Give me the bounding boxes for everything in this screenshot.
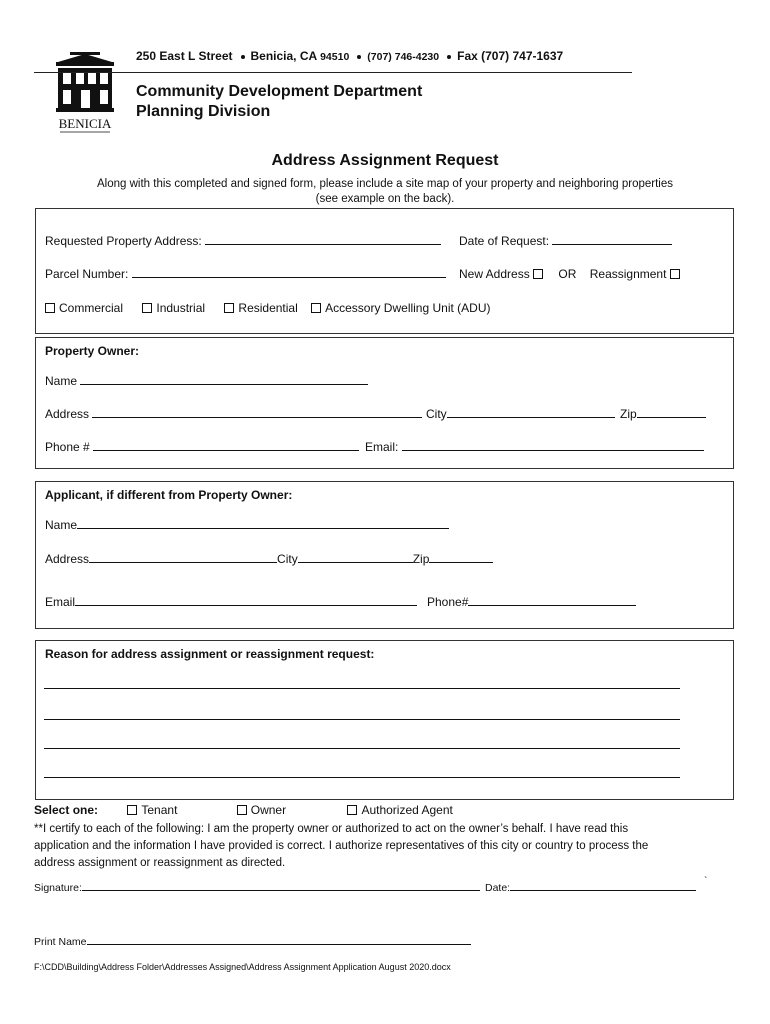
reason-line-4[interactable]	[44, 777, 680, 778]
address-type-choice	[459, 267, 684, 281]
tenant-label: Tenant	[141, 803, 178, 817]
commercial-label: Commercial	[59, 301, 124, 315]
department-name	[136, 82, 422, 122]
applicant-zip-label: Zip	[412, 552, 430, 566]
owner-phone-field[interactable]	[45, 440, 359, 454]
applicant-city-label: City	[277, 552, 298, 566]
property-type-row	[45, 301, 491, 315]
phone-number: (707) 746-4230	[367, 51, 440, 63]
applicant-email-field[interactable]	[45, 595, 417, 609]
applicant-phone-field[interactable]	[427, 595, 636, 609]
owner-city-field[interactable]	[426, 407, 615, 421]
date-of-request-field[interactable]	[459, 234, 672, 248]
parcel-number-field[interactable]	[45, 267, 446, 281]
signature-date-line[interactable]	[510, 880, 614, 891]
residential-label: Residential	[238, 301, 298, 315]
logo-text: BENICIA	[58, 116, 112, 131]
form-title: Address Assignment Request	[271, 152, 499, 169]
owner-zip-line[interactable]	[637, 407, 706, 418]
applicant-email-label: Email	[45, 595, 76, 609]
property-owner-heading: Property Owner:	[45, 344, 140, 358]
owner-checkbox[interactable]	[237, 805, 247, 815]
signature-label: Signature:	[34, 882, 82, 894]
city-state: Benicia, CA	[250, 49, 317, 63]
tenant-checkbox[interactable]	[127, 805, 137, 815]
signature-field[interactable]	[34, 880, 480, 894]
signature-date-line-2[interactable]	[614, 880, 696, 891]
authorized-agent-checkbox[interactable]	[347, 805, 357, 815]
owner-address-field[interactable]	[45, 407, 422, 421]
industrial-checkbox[interactable]	[142, 303, 152, 313]
date-of-request-line[interactable]	[552, 234, 672, 245]
zip-code: 94510	[320, 51, 350, 63]
applicant-email-line[interactable]	[75, 595, 417, 606]
adu-checkbox[interactable]	[311, 303, 321, 313]
or-label: OR	[558, 267, 577, 281]
reassignment-checkbox[interactable]	[670, 269, 680, 279]
owner-city-line[interactable]	[447, 407, 615, 418]
certify-line-1: **I certify to each of the following: I am the property owner or authorized to act on the owner’s behalf. I have read this	[34, 823, 629, 835]
intro-line-1: Along with this completed and signed form, please include a site map of your property and neighboring properties	[97, 178, 673, 190]
applicant-zip-line[interactable]	[429, 552, 493, 563]
requested-address-label: Requested Property Address:	[45, 234, 202, 248]
select-one-row	[34, 803, 453, 817]
department-line-2: Planning Division	[136, 103, 271, 120]
authorized-agent-label: Authorized Agent	[361, 803, 453, 817]
residential-checkbox[interactable]	[224, 303, 234, 313]
applicant-city-line[interactable]	[298, 552, 413, 563]
date-of-request-label: Date of Request:	[459, 234, 550, 248]
trailing-mark: `	[704, 876, 708, 887]
applicant-address-label: Address	[45, 552, 90, 566]
applicant-name-line[interactable]	[77, 518, 449, 529]
intro-line-2: (see example on the back).	[315, 193, 455, 205]
print-name-field[interactable]	[34, 934, 471, 948]
owner-email-field[interactable]	[365, 440, 704, 454]
applicant-address-field[interactable]	[45, 552, 493, 566]
signature-date-label: Date:	[485, 882, 511, 894]
reason-heading: Reason for address assignment or reassignment request:	[45, 647, 375, 661]
department-line-1: Community Development Department	[136, 83, 423, 100]
certification-text	[34, 821, 734, 872]
owner-address-line[interactable]	[92, 407, 422, 418]
owner-name-field[interactable]	[45, 374, 368, 388]
applicant-name-label: Name	[45, 518, 78, 532]
street-address: 250 East L Street	[136, 49, 233, 63]
select-one-label: Select one:	[34, 803, 99, 817]
applicant-address-line[interactable]	[89, 552, 277, 563]
reason-box	[35, 640, 734, 800]
signature-line[interactable]	[82, 880, 480, 891]
owner-name-line[interactable]	[80, 374, 368, 385]
reason-line-3[interactable]	[44, 748, 680, 749]
industrial-label: Industrial	[156, 301, 206, 315]
applicant-name-field[interactable]	[45, 518, 449, 532]
owner-zip-field[interactable]	[620, 407, 706, 421]
owner-email-line[interactable]	[402, 440, 704, 451]
reason-line-1[interactable]	[44, 688, 680, 689]
owner-phone-line[interactable]	[93, 440, 359, 451]
requested-address-line[interactable]	[205, 234, 441, 245]
contact-line	[136, 49, 563, 63]
reason-line-2[interactable]	[44, 719, 680, 720]
certify-line-3: address assignment or reassignment as directed.	[34, 857, 286, 869]
fax-number: Fax (707) 747-1637	[457, 49, 564, 63]
parcel-number-line[interactable]	[132, 267, 446, 278]
certify-line-2: application and the information I have provided is correct. I authorize representatives of this city or country to process the	[34, 840, 649, 852]
owner-zip-label: Zip	[620, 407, 637, 421]
new-address-label: New Address	[459, 267, 530, 281]
reassignment-label: Reassignment	[589, 267, 667, 281]
owner-name-label: Name	[45, 374, 78, 388]
applicant-phone-label: Phone#	[427, 595, 469, 609]
print-name-line[interactable]	[87, 934, 471, 945]
owner-address-label: Address	[45, 407, 90, 421]
signature-date-field[interactable]	[485, 880, 696, 894]
city-logo	[52, 50, 118, 136]
header-divider	[34, 72, 632, 73]
commercial-checkbox[interactable]	[45, 303, 55, 313]
owner-city-label: City	[426, 407, 447, 421]
owner-email-label: Email:	[365, 440, 399, 454]
applicant-phone-line[interactable]	[468, 595, 636, 606]
applicant-heading: Applicant, if different from Property Owner:	[45, 488, 293, 502]
file-path-footer: F:\CDD\Building\Address Folder\Addresses Assigned\Address Assignment Application August 2020.docx	[34, 962, 451, 972]
adu-label: Accessory Dwelling Unit (ADU)	[325, 301, 491, 315]
parcel-number-label: Parcel Number:	[45, 267, 129, 281]
new-address-checkbox[interactable]	[533, 269, 543, 279]
print-name-label: Print Name	[34, 936, 87, 948]
owner-phone-label: Phone #	[45, 440, 90, 454]
requested-address-field[interactable]	[45, 234, 441, 248]
form-intro	[40, 177, 730, 207]
owner-label: Owner	[250, 803, 287, 817]
